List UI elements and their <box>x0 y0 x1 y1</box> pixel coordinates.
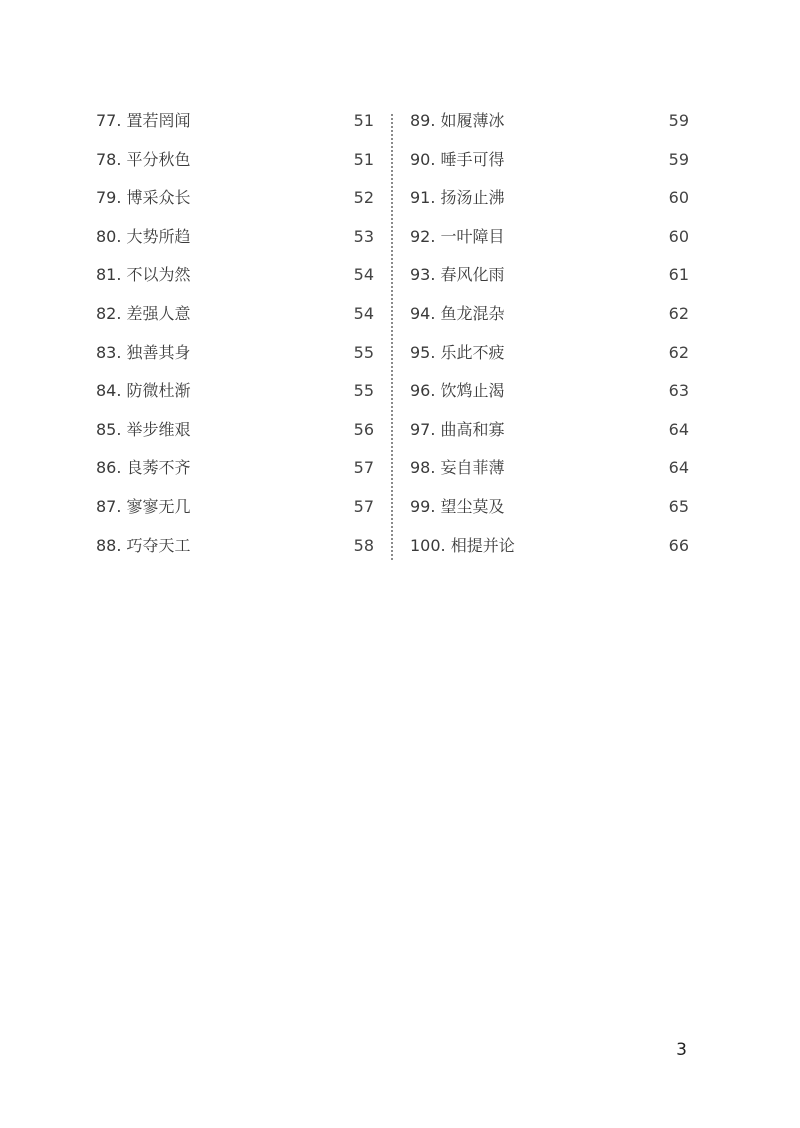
toc-entry-title: 87. 寥寥无几 <box>96 496 191 516</box>
toc-entry[interactable] <box>96 449 374 488</box>
toc-entry[interactable] <box>96 334 374 373</box>
toc-entry[interactable] <box>96 102 374 141</box>
toc-right-column <box>410 102 689 565</box>
column-divider <box>391 114 393 560</box>
toc-entry-page: 61 <box>668 265 689 285</box>
toc-entry-title: 77. 置若罔闻 <box>96 111 191 130</box>
toc-entry-page: 64 <box>668 458 689 478</box>
toc-entry-page: 55 <box>353 381 374 401</box>
toc-entry-title: 90. 唾手可得 <box>410 149 505 169</box>
page-number: 3 <box>676 1040 687 1060</box>
toc-entry-page: 60 <box>668 226 689 246</box>
toc-entry-title: 85. 举步维艰 <box>96 419 191 439</box>
toc-entry-title: 80. 大势所趋 <box>96 226 191 246</box>
toc-entry[interactable] <box>410 488 689 527</box>
toc-entry-page: 53 <box>353 226 374 246</box>
toc-entry[interactable] <box>410 449 689 488</box>
toc-entry-page: 55 <box>353 342 374 362</box>
toc-entry-title: 86. 良莠不齐 <box>96 458 191 478</box>
toc-entry[interactable] <box>410 372 689 411</box>
toc-entry[interactable] <box>410 179 689 218</box>
toc-entry-page: 66 <box>668 535 689 555</box>
toc-entry[interactable] <box>96 411 374 450</box>
toc-entry[interactable] <box>96 256 374 295</box>
toc-entry-page: 58 <box>353 535 374 555</box>
toc-entry-page: 52 <box>353 188 374 208</box>
toc-entry[interactable] <box>96 218 374 257</box>
toc-entry[interactable] <box>410 411 689 450</box>
toc-entry-title: 82. 差强人意 <box>96 303 191 323</box>
toc-entry-page: 54 <box>353 303 374 323</box>
toc-entry-title: 98. 妄自菲薄 <box>410 458 505 478</box>
toc-entry[interactable] <box>410 102 689 141</box>
toc-entry-title: 97. 曲高和寡 <box>410 419 505 439</box>
toc-entry-page: 57 <box>353 496 374 516</box>
toc-entry-title: 99. 望尘莫及 <box>410 496 505 516</box>
toc-entry-page: 60 <box>668 188 689 208</box>
toc-entry-title: 95. 乐此不疲 <box>410 342 505 362</box>
toc-entry-title: 88. 巧夺天工 <box>96 535 191 555</box>
toc-entry-page: 62 <box>668 342 689 362</box>
toc-entry-title: 81. 不以为然 <box>96 265 191 285</box>
toc-entry[interactable] <box>410 295 689 334</box>
toc-entry-title: 94. 鱼龙混杂 <box>410 303 505 323</box>
toc-entry[interactable] <box>96 488 374 527</box>
toc-entry[interactable] <box>96 372 374 411</box>
toc-entry-page: 54 <box>353 265 374 285</box>
toc-entry[interactable] <box>410 334 689 373</box>
toc-entry-page: 63 <box>668 381 689 401</box>
toc-entry-page: 62 <box>668 303 689 323</box>
toc-entry-page: 65 <box>668 496 689 516</box>
toc-entry-title: 83. 独善其身 <box>96 342 191 362</box>
toc-entry-title: 84. 防微杜渐 <box>96 381 191 401</box>
toc-entry-page: 57 <box>353 458 374 478</box>
toc-entry-title: 100. 相提并论 <box>410 535 515 555</box>
toc-entry[interactable] <box>96 527 374 566</box>
toc-entry-page: 59 <box>668 149 689 169</box>
toc-entry-page: 64 <box>668 419 689 439</box>
toc-left-column <box>96 102 374 565</box>
toc-entry-title: 79. 博采众长 <box>96 188 191 208</box>
toc-entry[interactable] <box>410 256 689 295</box>
toc-entry[interactable] <box>410 218 689 257</box>
toc-entry-page: 59 <box>668 111 689 130</box>
toc-entry-page: 51 <box>353 111 374 130</box>
toc-entry-title: 89. 如履薄冰 <box>410 111 505 130</box>
toc-entry-title: 92. 一叶障目 <box>410 226 505 246</box>
toc-entry-title: 78. 平分秋色 <box>96 149 191 169</box>
toc-entry[interactable] <box>96 295 374 334</box>
toc-entry-page: 51 <box>353 149 374 169</box>
toc-entry[interactable] <box>96 179 374 218</box>
toc-entry-title: 91. 扬汤止沸 <box>410 188 505 208</box>
toc-entry-title: 93. 春风化雨 <box>410 265 505 285</box>
toc-entry[interactable] <box>410 141 689 180</box>
toc-entry[interactable] <box>96 141 374 180</box>
toc-entry-page: 56 <box>353 419 374 439</box>
toc-entry[interactable] <box>410 527 689 566</box>
toc-entry-title: 96. 饮鸩止渴 <box>410 381 505 401</box>
